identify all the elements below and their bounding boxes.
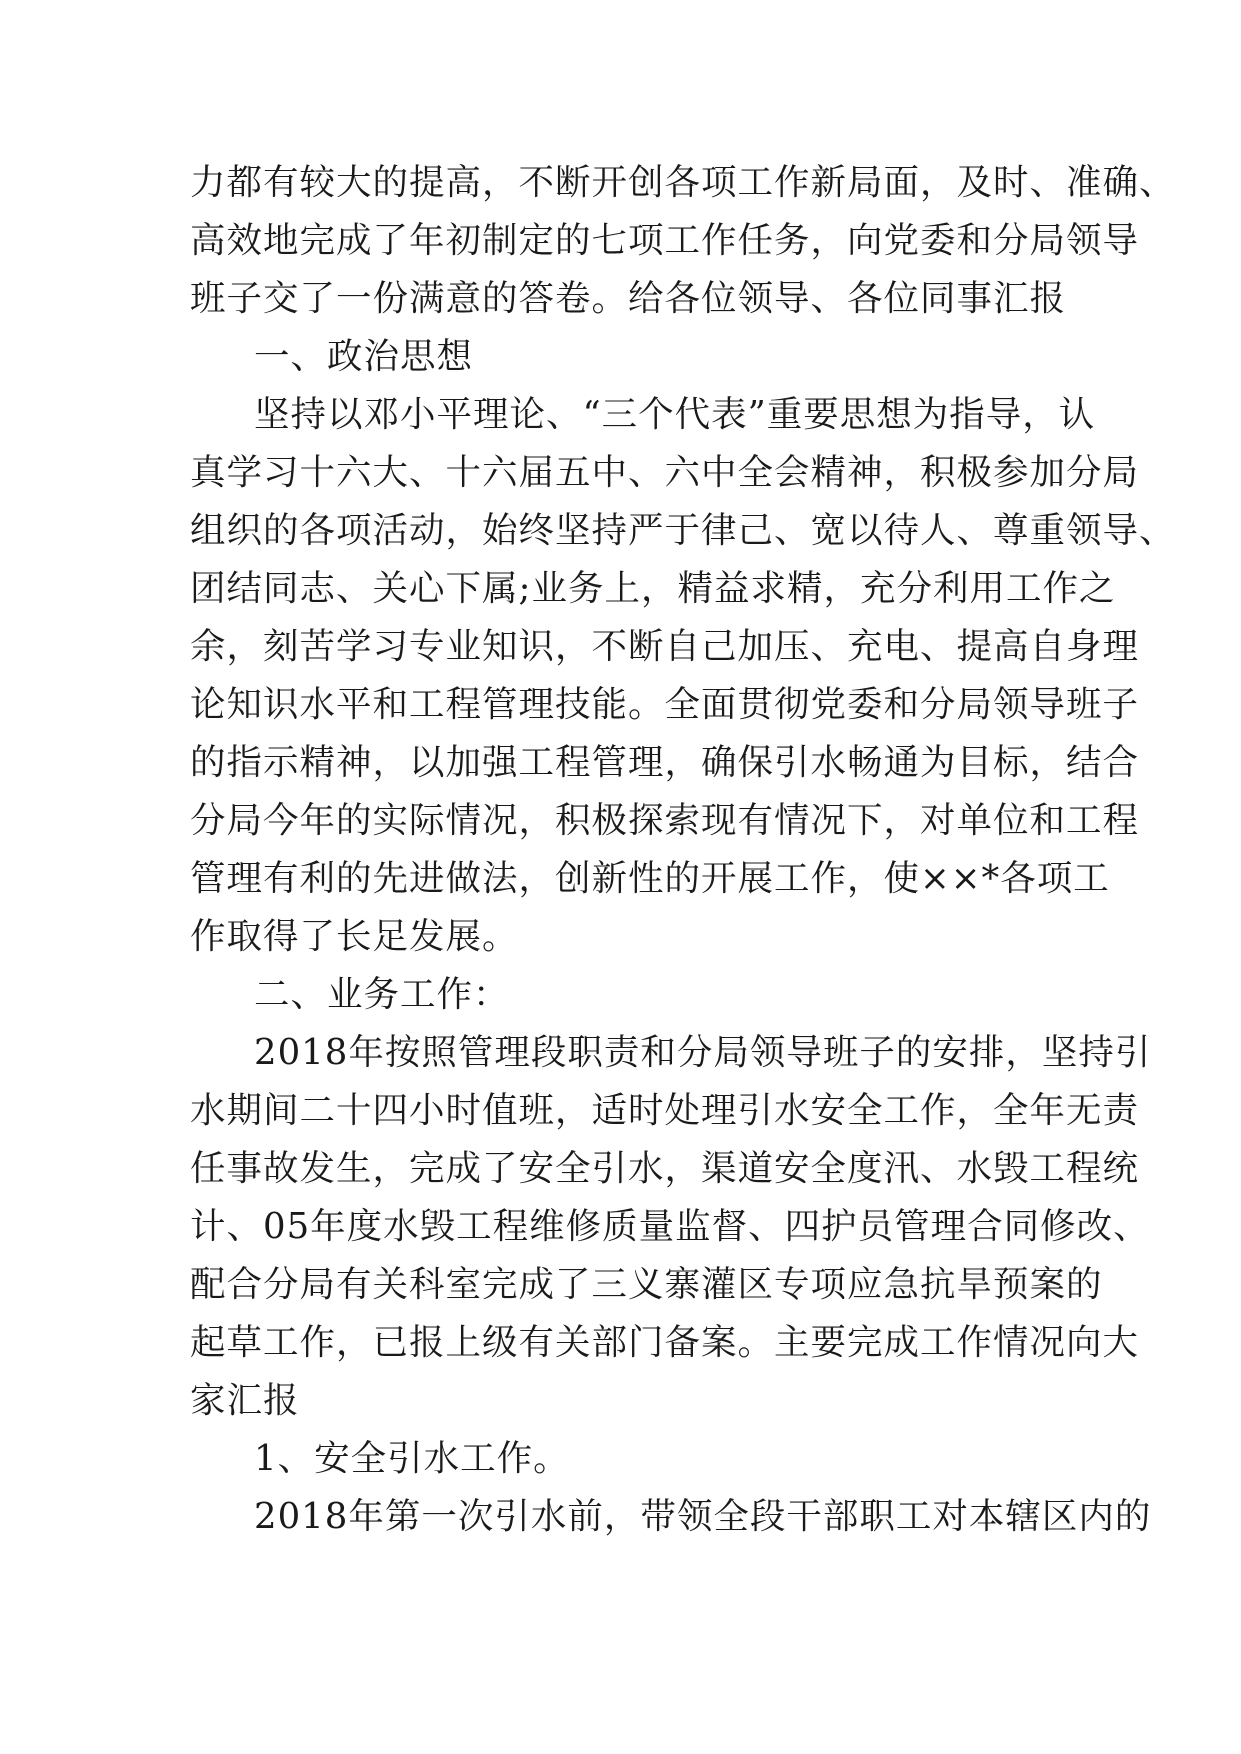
paragraph-line: 的指示精神，以加强工程管理，确保引水畅通为目标，结合 — [190, 742, 1140, 783]
document-body — [190, 154, 1176, 1546]
paragraph-line: 家汇报 — [190, 1380, 300, 1421]
paragraph-line: 水期间二十四小时值班，适时处理引水安全工作，全年无责 — [190, 1090, 1140, 1131]
subsection-heading-safe-diversion: 1、安全引水工作。 — [254, 1438, 570, 1479]
paragraph-line: 论知识水平和工程管理技能。全面贯彻党委和分局领导班子 — [190, 684, 1140, 725]
paragraph-line: 计、05年度水毁工程维修质量监督、四护员管理合同修改、 — [190, 1206, 1150, 1247]
section-heading-political: 一、政治思想 — [254, 336, 474, 377]
paragraph-line: 起草工作，已报上级有关部门备案。主要完成工作情况向大 — [190, 1322, 1140, 1363]
paragraph-line: 班子交了一份满意的答卷。给各位领导、各位同事汇报 — [190, 278, 1067, 319]
paragraph-line: 2018年第一次引水前，带领全段干部职工对本辖区内的 — [254, 1496, 1152, 1537]
paragraph-line: 力都有较大的提高，不断开创各项工作新局面，及时、准确、 — [190, 162, 1176, 203]
paragraph-line: 余，刻苦学习专业知识，不断自己加压、充电、提高自身理 — [190, 626, 1140, 667]
paragraph-line: 坚持以邓小平理论、“三个代表”重要思想为指导，认 — [254, 394, 1096, 435]
paragraph-line: 真学习十六大、十六届五中、六中全会精神，积极参加分局 — [190, 452, 1140, 493]
paragraph-line: 作取得了长足发展。 — [190, 916, 519, 957]
section-heading-business: 二、业务工作： — [254, 974, 510, 1015]
paragraph-line: 高效地完成了年初制定的七项工作任务，向党委和分局领导 — [190, 220, 1140, 261]
paragraph-line: 组织的各项活动，始终坚持严于律己、宽以待人、尊重领导、 — [190, 510, 1176, 551]
paragraph-line: 配合分局有关科室完成了三义寨灌区专项应急抗旱预案的 — [190, 1264, 1103, 1305]
paragraph-line: 2018年按照管理段职责和分局领导班子的安排，坚持引 — [254, 1032, 1152, 1073]
paragraph-line: 分局今年的实际情况，积极探索现有情况下，对单位和工程 — [190, 800, 1140, 841]
paragraph-line: 任事故发生，完成了安全引水，渠道安全度汛、水毁工程统 — [190, 1148, 1140, 1189]
paragraph-line: 管理有利的先进做法，创新性的开展工作，使××*各项工 — [190, 858, 1110, 899]
paragraph-line: 团结同志、关心下属;业务上，精益求精，充分利用工作之 — [190, 568, 1116, 609]
